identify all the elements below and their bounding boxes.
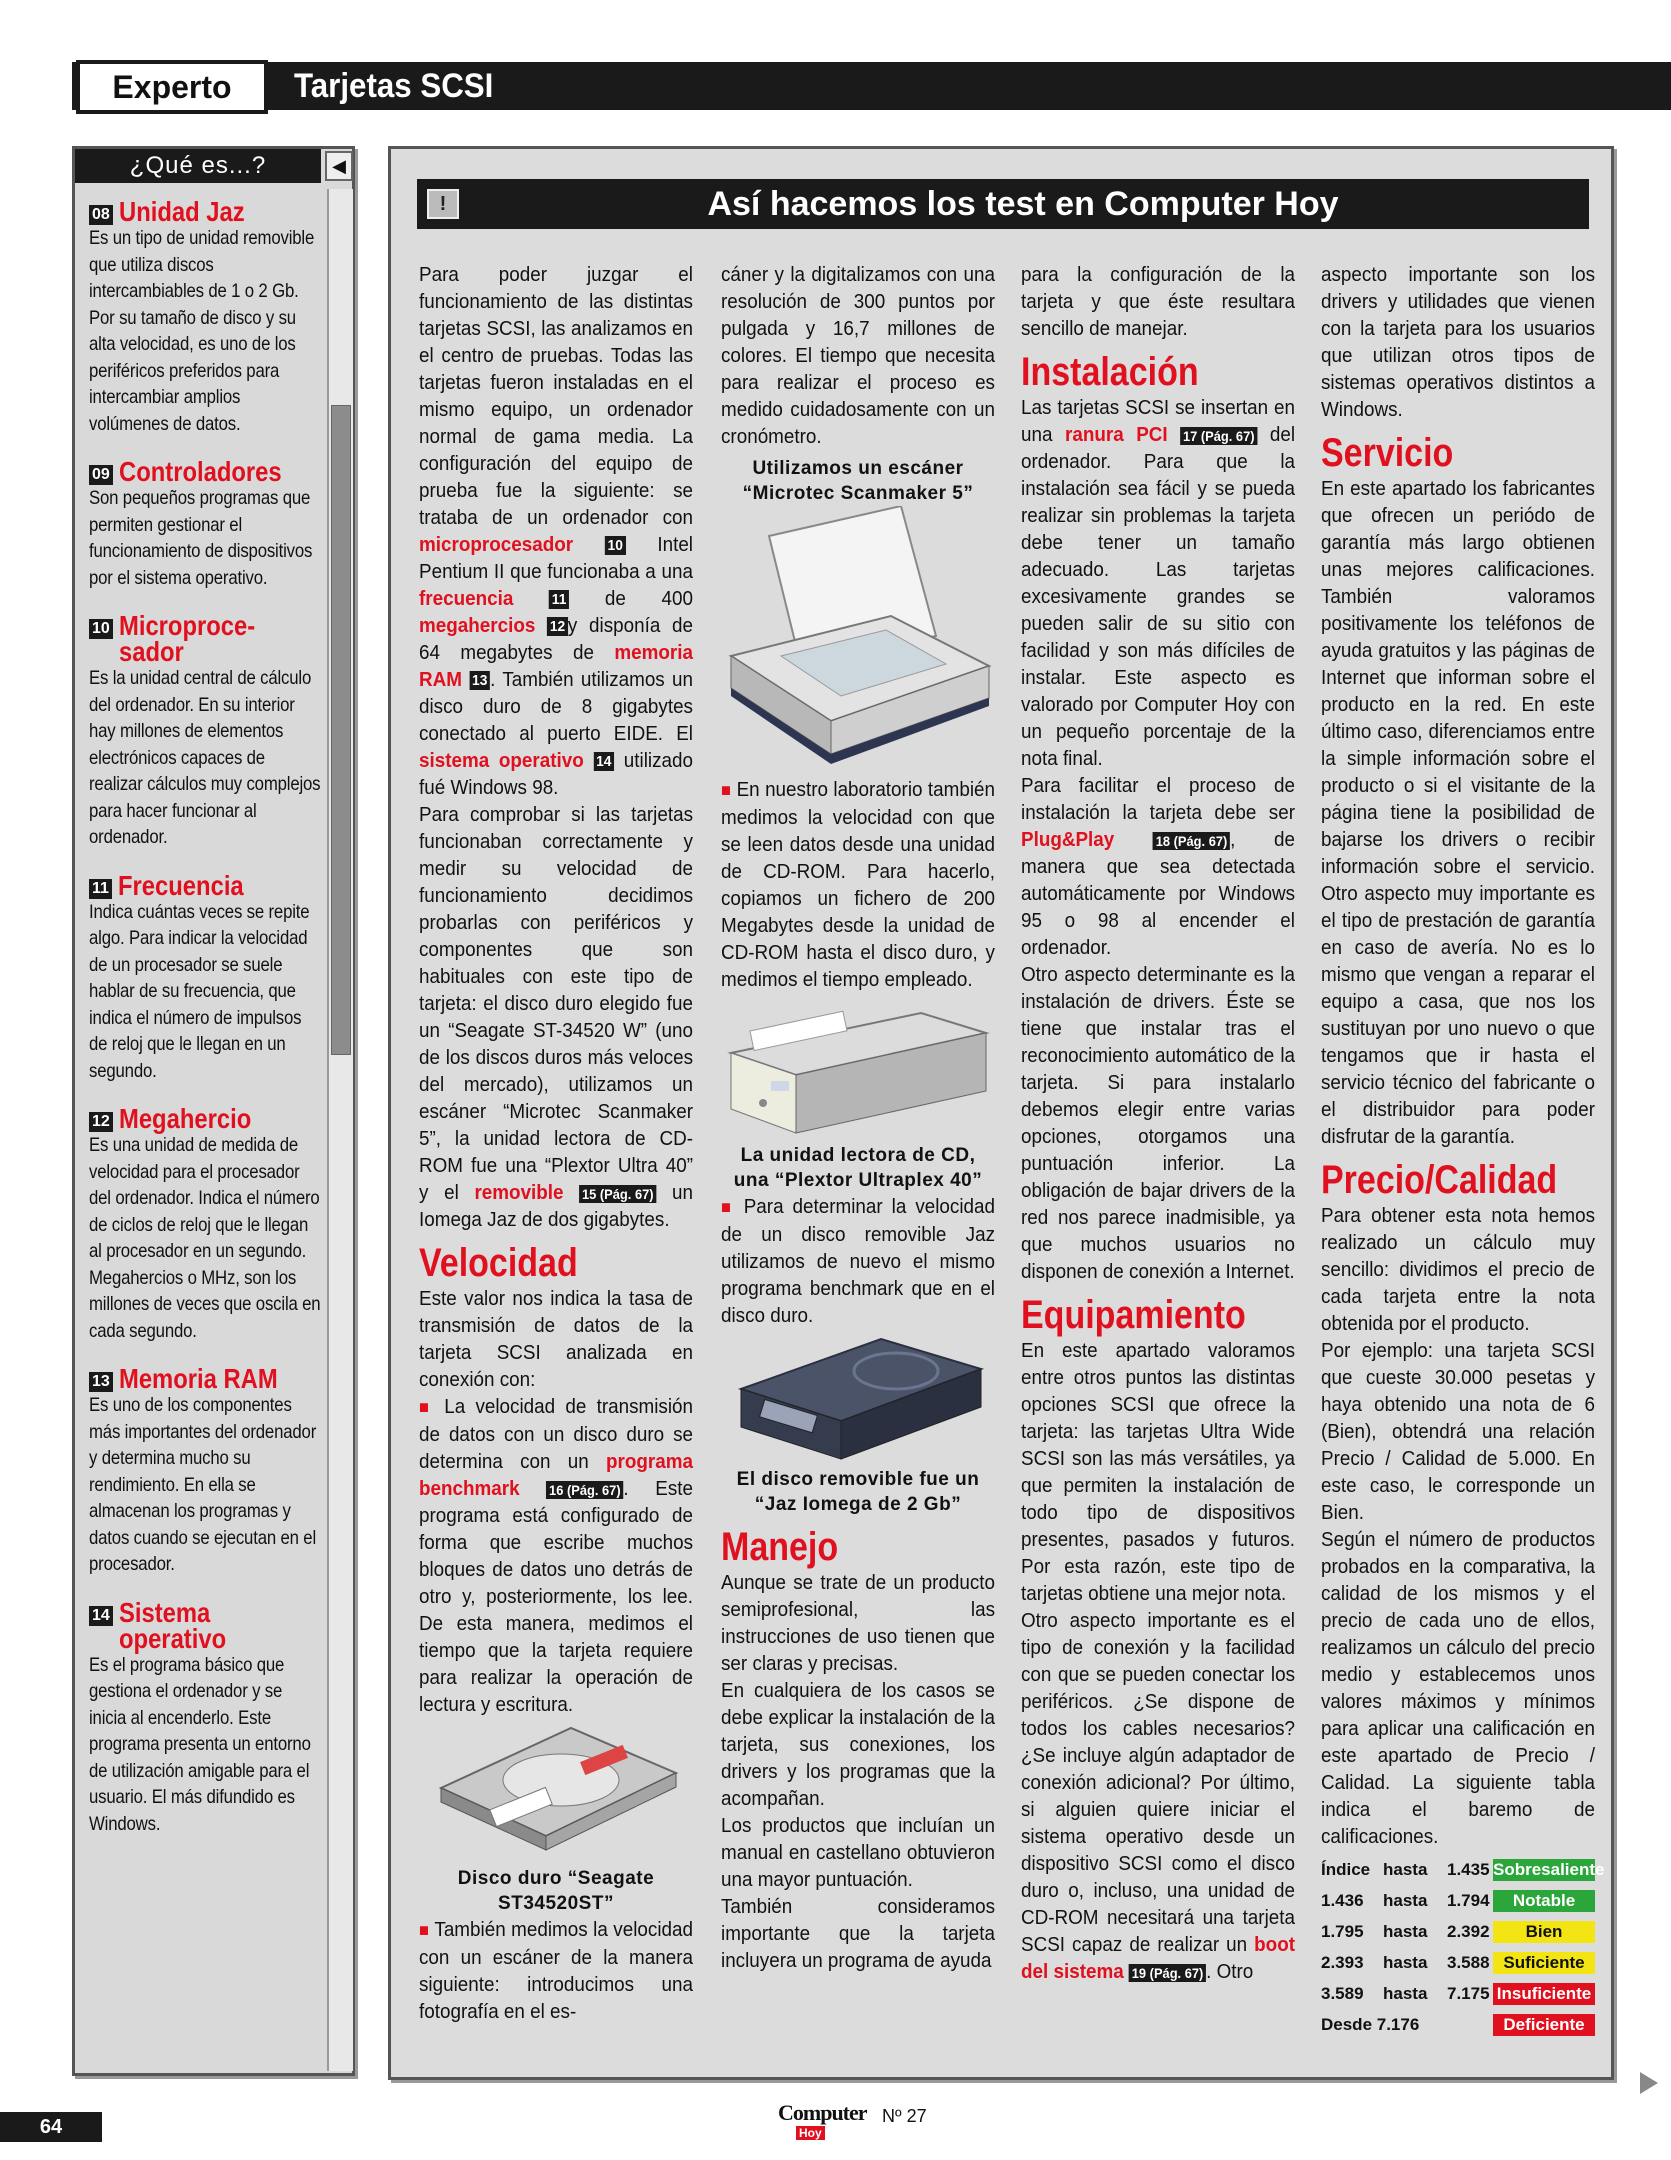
rating-row	[1321, 1947, 1595, 1978]
rating-range-to: 1.794	[1447, 1890, 1490, 1910]
alert-icon: !	[427, 189, 459, 219]
subheading-servicio: Servicio	[1321, 431, 1454, 475]
paragraph: Para obtener esta nota hemos realizado un cálculo muy sencillo: dividimos el precio de cada tarjeta entre la nota obtenida por el producto.	[1321, 1204, 1596, 1335]
jaz-drive-image	[721, 1329, 995, 1467]
paragraph: Aunque se trate de un producto semiprofesional, las instrucciones de uso tienen que ser claras y precisas.	[721, 1571, 996, 1675]
rating-label-cell	[1491, 1978, 1595, 2009]
paragraph: Los productos que incluían un manual en castellano obtuvieron una mayor puntuación.	[721, 1814, 996, 1891]
rating-range-from: Desde 7.176	[1321, 2014, 1420, 2034]
glossary-entry	[89, 456, 321, 591]
glossary-ref: 13	[469, 671, 490, 690]
rating-range-from: 1.436	[1321, 1890, 1364, 1910]
term-link[interactable]: memoria RAM	[419, 641, 694, 691]
glossary-number: 14	[89, 1606, 113, 1626]
glossary-term: Megahercio	[118, 1103, 252, 1134]
rating-badge: Bien	[1493, 1921, 1595, 1943]
subheading-manejo: Manejo	[721, 1525, 839, 1569]
paragraph: ■ La velocidad de transmisión de datos con un disco duro se determina con un programa benchmark 16 (Pág. 67) . Este programa está configurado de forma que escribe muchos bloques de datos uno detrás de otro y, posteriormente, los lee. De esta manera, medimos el tiempo que la tarjeta requiere para realizar la operación de lectura y escritura.	[419, 1395, 694, 1716]
glossary-term: Microproce- sador	[118, 610, 256, 667]
scanner-image	[721, 506, 995, 776]
rating-row	[1321, 1854, 1595, 1885]
paragraph: En este apartado valoramos entre otros puntos las distintas opciones SCSI que ofrece la tarjeta: las tarjetas Ultra Wide SCSI son las más versátiles, ya que permiten la instalación de todo tipo de dispositivos presentes, pasados y futuros. Por esta razón, este tipo de tarjetas obtiene una mejor nota.	[1021, 1339, 1296, 1605]
hard-disk-image	[421, 1718, 691, 1866]
bullet-icon: ■	[419, 1397, 435, 1417]
paragraph: para la configuración de la tarjeta y que éste resultara sencillo de manejar.	[1021, 263, 1296, 340]
rating-badge: Suficiente	[1493, 1952, 1595, 1974]
glossary-entry	[89, 610, 321, 851]
page-ref: 18 (Pág. 67)	[1153, 832, 1230, 850]
glossary-number: 10	[89, 619, 113, 639]
rating-row	[1321, 1916, 1595, 1947]
page-title: Tarjetas SCSI	[294, 66, 494, 105]
glossary-ref: 10	[605, 536, 626, 555]
paragraph: cáner y la digitalizamos con una resolución de 300 puntos por pulgada y 16,7 millones de colores. El tiempo que necesita para realizar el proceso es medido cuidadosamente con un cronómetro.	[721, 263, 996, 448]
rating-label-cell	[1491, 2009, 1595, 2040]
term-link[interactable]: ranura PCI	[1065, 423, 1168, 446]
paragraph: Para facilitar el proceso de instalación la tarjeta debe ser Plug&Play 18 (Pág. 67) , de manera que sea detectada automáticamente por Windows 95 o 98 al encender el ordenador.	[1021, 774, 1296, 959]
test-method-panel	[388, 146, 1614, 2080]
rating-label-cell	[1491, 1916, 1595, 1947]
page-ref: 16 (Pág. 67)	[546, 1481, 623, 1499]
rating-row	[1321, 1885, 1595, 1916]
image-caption: El disco removible fue un “Jaz Iomega de 2 Gb”	[736, 1469, 980, 1515]
glossary-number: 09	[89, 465, 113, 485]
glossary-term: Frecuencia	[117, 869, 244, 901]
glossary-entry	[89, 1103, 321, 1344]
sidebar-scrollbar[interactable]	[327, 189, 353, 2071]
rating-range-sep: hasta	[1383, 1952, 1428, 1972]
panel-title: Así hacemos los test en Computer Hoy	[707, 184, 1339, 223]
glossary-ref: 12	[547, 617, 568, 636]
glossary-entry	[89, 1363, 321, 1578]
rating-range-from: 3.589	[1321, 1983, 1364, 2003]
rating-range-from: 1.795	[1321, 1921, 1364, 1941]
glossary-entry	[89, 196, 321, 437]
glossary-term: Controladores	[118, 456, 282, 487]
bullet-icon: ■	[721, 780, 732, 800]
paragraph: Otro aspecto importante es el tipo de conexión y la facilidad con que se pueden conectar los periféricos. ¿Se dispone de todos los cables necesarios? ¿Se incluye algún adaptador de conexión adicional? Por último, si alguien quiere iniciar el sistema operativo desde un dispositivo SCSI como el disco duro o, incluso, una unidad de CD-ROM necesitará una tarjeta SCSI capaz de realizar un boot del sistema 19 (Pág. 67) . Otro	[1021, 1609, 1296, 1983]
glossary-list	[89, 196, 321, 1859]
glossary-ref: 14	[593, 752, 614, 771]
paragraph: En cualquiera de los casos se debe explicar la instalación de la tarjeta, sus conexiones, los drivers y los programas que la acompañan.	[721, 1679, 996, 1810]
paragraph: Las tarjetas SCSI se insertan en una ranura PCI 17 (Pág. 67) del ordenador. Para que la instalación sea fácil y se pueda realizar sin problemas la tarjeta debe tener un tamaño adecuado. Las tarjetas excesivamente grandes se pueden salir de su sitio con facilidad y son más difíciles de instalar. Este aspecto es valorado por Computer Hoy con un pequeño porcentaje de la nota final.	[1021, 396, 1296, 770]
glossary-definition: Es el programa básico que gestiona el ordenador y se inicia al encenderlo. Este programa presenta un entorno de utilización amigable para el usuario. El más difundido es Windows.	[89, 1653, 311, 1835]
rating-badge: Sobresaliente	[1493, 1859, 1605, 1879]
paragraph: ■ También medimos la velocidad con un escáner de la manera siguiente: introducimos una fotografía en el es-	[419, 1918, 694, 2023]
rating-range-to: 2.392	[1447, 1921, 1490, 1941]
glossary-term: Unidad Jaz	[118, 196, 245, 227]
column-2	[721, 261, 995, 1974]
paragraph: En este apartado los fabricantes que ofrecen un periódo de garantía más largo obtienen unas mejores calificaciones. También valoramos positivamente los teléfonos de ayuda gratuitos y las páginas de Internet que informan sobre el producto en la red. En este último caso, diferenciamos entre la simple información sobre el producto o si el visitante de la página tiene la posibilidad de bajarse los drivers o recibir información sobre el servicio. Otro aspecto muy importante es el tipo de prestación de garantía en caso de avería. No es lo mismo que vengan a reparar el equipo a casa, que nos los sustituyan por uno nuevo o que tengamos que ir hasta el servicio técnico del fabricante o el distribuidor para poder disfrutar de la garantía.	[1321, 477, 1596, 1148]
glossary-number: 11	[89, 879, 112, 899]
glossary-definition: Son pequeños programas que permiten gestionar el funcionamiento de dispositivos por el sistema operativo.	[89, 487, 313, 589]
glossary-definition: Es uno de los componentes más importantes del ordenador y determina mucho su rendimiento. En ella se almacenan los programas y datos cuando se ejecutan en el procesador.	[89, 1394, 317, 1575]
brand-name: Computer	[778, 2100, 867, 2125]
rating-label-cell	[1491, 1947, 1595, 1978]
rating-row	[1321, 1978, 1595, 2009]
rating-range-sep: hasta	[1383, 1983, 1428, 2003]
page-ref: 19 (Pág. 67)	[1129, 1964, 1206, 1982]
subheading-velocidad: Velocidad	[419, 1241, 578, 1285]
subheading-equipamiento: Equipamiento	[1021, 1293, 1246, 1337]
scrollbar-thumb[interactable]	[331, 405, 351, 1055]
glossary-term: Sistema operativo	[118, 1596, 226, 1654]
glossary-term: Memoria RAM	[118, 1363, 278, 1394]
rating-label-cell	[1491, 1854, 1605, 1885]
page-number: 64	[0, 2112, 102, 2142]
term-link[interactable]: programa benchmark	[419, 1450, 694, 1500]
term-link[interactable]: frecuencia	[419, 587, 514, 610]
glossary-ref: 11	[549, 590, 569, 609]
image-caption: Utilizamos un escáner “Microtec Scanmaker 5”	[742, 458, 974, 504]
sidebar-title: ¿Qué es...?	[75, 149, 321, 183]
glossary-definition: Es un tipo de unidad removible que utiliza discos intercambiables de 1 o 2 Gb. Por su tamaño de disco y su alta velocidad, es uno de los periféricos preferidos para intercambiar amplios volúmenes de datos.	[89, 227, 315, 435]
rating-range-sep: hasta	[1383, 1890, 1428, 1910]
term-link[interactable]: megahercios	[419, 614, 536, 637]
subheading-instalacion: Instalación	[1021, 350, 1199, 394]
cd-drive-image	[721, 993, 995, 1143]
glossary-number: 13	[89, 1372, 113, 1392]
rating-badge: Notable	[1493, 1890, 1595, 1912]
brand-sub: Hoy	[796, 2126, 825, 2140]
glossary-definition: Es una unidad de medida de velocidad para el procesador del ordenador. Indica el número de ciclos de reloj que le llegan al procesador en un segundo. Megahercios o MHz, son los millones de veces que oscila en cada segundo.	[89, 1134, 321, 1342]
scroll-left-arrow-icon[interactable]: ◀	[325, 151, 353, 181]
glossary-entry	[89, 1596, 321, 1838]
rating-range-from: 2.393	[1321, 1952, 1364, 1972]
term-link[interactable]: sistema operativo	[419, 749, 584, 772]
rating-row	[1321, 2009, 1595, 2040]
glossary-number: 12	[89, 1112, 113, 1132]
glossary-entry	[89, 869, 321, 1085]
column-1	[419, 261, 693, 2025]
paragraph: Según el número de productos probados en la comparativa, la calidad de los mismos y el precio de cada uno de ellos, realizamos un cálculo del precio medio y establecemos unos valores máximos y mínimos para aplicar una calificación en este apartado de Precio / Calidad. La siguiente tabla indica el baremo de calificaciones.	[1321, 1528, 1596, 1848]
page-ref: 15 (Pág. 67)	[579, 1185, 656, 1203]
subheading-precio-calidad: Precio/Calidad	[1321, 1158, 1558, 1202]
glossary-definition: Indica cuántas veces se repite algo. Para indicar la velocidad de un procesador se suele hablar de su frecuencia, que indica el número de impulsos de reloj que le llegan en un segundo.	[89, 900, 310, 1082]
rating-range-to: 1.435	[1447, 1859, 1490, 1879]
glossary-number: 08	[89, 205, 113, 225]
rating-badge: Deficiente	[1493, 2014, 1595, 2036]
paragraph: aspecto importante son los drivers y utilidades que vienen con la tarjeta para los usuarios que utilizan otros tipos de sistemas operativos distintos a Windows.	[1321, 263, 1596, 421]
rating-range-sep: hasta	[1383, 1921, 1428, 1941]
glossary-sidebar	[72, 146, 355, 2076]
bullet-icon: ■	[721, 1197, 735, 1217]
rating-table	[1321, 1854, 1605, 2040]
footer-brand	[778, 2100, 927, 2144]
rating-range-to: 3.588	[1447, 1952, 1490, 1972]
term-link[interactable]: microprocesador	[419, 533, 574, 556]
section-tag: Experto	[76, 60, 268, 114]
paragraph: Por ejemplo: una tarjeta SCSI que cueste 30.000 pesetas y haya obtenido una nota de 6 (Bien), obtendrá una relación Precio / Calidad de 5.000. En este caso, le corresponde un Bien.	[1321, 1339, 1596, 1524]
paragraph: Para poder juzgar el funcionamiento de las distintas tarjetas SCSI, las analizamos en el centro de pruebas. Todas las tarjetas fueron instaladas en el mismo equipo, un ordenador normal de gama media. La configuración del equipo de prueba fue la siguiente: se trataba de un ordenador con microprocesador 10 Intel Pentium II que funcionaba a una frecuencia 11 de 400 megahercios 12 y disponía de 64 megabytes de memoria RAM 13 . También utilizamos un disco duro de 8 gigabytes conectado al puerto EIDE. El sistema operativo 14 utilizado fué Windows 98.	[419, 263, 694, 799]
panel-titlebar	[417, 179, 1589, 229]
page-ref: 17 (Pág. 67)	[1180, 427, 1257, 445]
issue-number: Nº 27	[882, 2106, 927, 2126]
bullet-icon: ■	[419, 1920, 430, 1940]
brand-logo	[778, 2100, 874, 2144]
rating-label-cell	[1491, 1885, 1595, 1916]
image-caption: Disco duro “Seagate ST34520ST”	[457, 1868, 655, 1914]
paragraph: Este valor nos indica la tasa de transmisión de datos de la tarjeta SCSI analizada en conexión con:	[419, 1287, 694, 1391]
next-page-arrow-icon[interactable]	[1640, 2072, 1658, 2094]
column-3	[1021, 261, 1295, 1985]
rating-range-sep: hasta	[1383, 1859, 1428, 1879]
rating-badge: Insuficiente	[1493, 1983, 1595, 2005]
paragraph: Para comprobar si las tarjetas funcionaban correctamente y medir su velocidad de funcionamiento decidimos probarlas con periféricos y componentes que son habituales con este tipo de tarjeta: el disco duro elegido fue un “Seagate ST-34520 W” (uno de los discos duros más veloces del mercado), utilizamos un escáner “Microtec Scanmaker 5”, la unidad lectora de CD-ROM fue una “Plextor Ultra 40” y el removible 15 (Pág. 67) un Iomega Jaz de dos gigabytes.	[419, 803, 694, 1231]
column-4	[1321, 261, 1605, 2040]
term-link[interactable]: removible	[474, 1181, 564, 1204]
glossary-definition: Es la unidad central de cálculo del ordenador. En su interior hay millones de elementos electrónicos capaces de realizar cálculos muy complejos para hacer funcionar al ordenador.	[89, 667, 321, 848]
paragraph: Otro aspecto determinante es la instalación de drivers. Éste se tiene que instalar tras el reconocimiento automático de la tarjeta. Si para instalarlo debemos elegir entre varias opciones, otorgamos una puntuación inferior. La obligación de bajar drivers de la red nos parece inadmisible, ya que muchos usuarios no disponen de conexión a Internet.	[1021, 963, 1296, 1283]
paragraph: También consideramos importante que la tarjeta incluyera un programa de ayuda	[721, 1895, 996, 1972]
rating-range-to: 7.175	[1447, 1983, 1490, 2003]
term-link[interactable]: Plug&Play	[1021, 828, 1115, 851]
paragraph: ■ En nuestro laboratorio también medimos la velocidad con que se leen datos desde una unidad de CD-ROM. Para hacerlo, copiamos un fichero de 200 Megabytes desde la unidad de CD-ROM hasta el disco duro, y medimos el tiempo empleado.	[721, 778, 996, 991]
image-caption: La unidad lectora de CD, una “Plextor Ultraplex 40”	[733, 1145, 983, 1191]
paragraph: ■ Para determinar la velocidad de un disco removible Jaz utilizamos de nuevo el mismo programa benchmark que en el disco duro.	[721, 1195, 996, 1327]
term-link[interactable]: boot del sistema	[1021, 1933, 1296, 1983]
rating-range-from: Índice	[1321, 1859, 1371, 1879]
